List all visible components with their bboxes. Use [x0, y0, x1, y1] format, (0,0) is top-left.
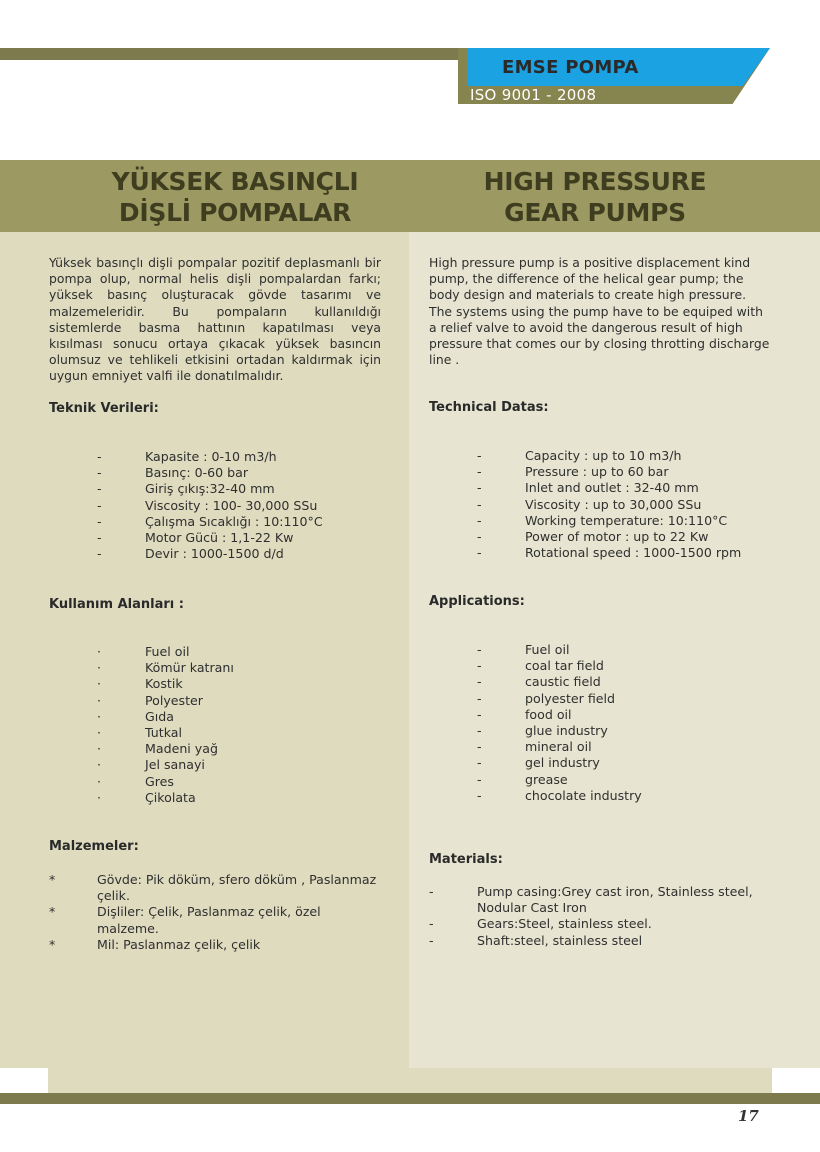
right-title-line1: HIGH PRESSURE: [483, 167, 707, 196]
left-title-line1: YÜKSEK BASINÇLI: [111, 167, 359, 196]
list-item: - Pump casing:Grey cast iron, Stainless steel, Nodular Cast Iron: [429, 884, 753, 916]
brand-name: EMSE POMPA: [502, 57, 639, 78]
list-item: - Kapasite : 0-10 m3/h: [97, 449, 277, 464]
list-item: - Viscosity : up to 30,000 SSu: [477, 496, 702, 512]
left-tech-list: [97, 449, 397, 562]
right-title-line2: GEAR PUMPS: [504, 198, 686, 227]
left-materials-list: [49, 872, 385, 953]
list-item: - coal tar field: [477, 658, 604, 674]
right-applications-heading: Applications:: [429, 594, 525, 609]
list-item: - grease: [477, 771, 568, 787]
right-tech-heading: Technical Datas:: [429, 400, 549, 415]
right-intro-text-1: High pressure pump is a positive displacement kind pump, the difference of the helical gear pump; the body design and materials to create high pressure.: [429, 255, 751, 303]
list-item: * Dişliler: Çelik, Paslanmaz çelik, özel malzeme.: [49, 904, 321, 936]
left-applications-list: [97, 644, 397, 806]
list-item: - Shaft:steel, stainless steel: [429, 932, 643, 948]
list-item: - Power of motor : up to 22 Kw: [477, 529, 709, 545]
list-item: - Giriş çıkış:32-40 mm: [97, 481, 275, 497]
header-bar: [0, 48, 500, 60]
left-applications-heading: Kullanım Alanları :: [49, 597, 184, 612]
list-item: - Rotational speed : 1000-1500 rpm: [477, 545, 742, 561]
page-number: 17: [738, 1107, 759, 1125]
list-item: · Tutkal: [97, 725, 182, 741]
list-item: · Fuel oil: [97, 644, 190, 659]
list-item: * Gövde: Pik döküm, sfero döküm , Paslanmaz çelik.: [49, 872, 377, 904]
list-item: - Working temperature: 10:110°C: [477, 512, 728, 528]
left-materials-heading: Malzemeler:: [49, 839, 139, 854]
footer-bar: [0, 1093, 820, 1104]
list-item: - Basınç: 0-60 bar: [97, 465, 249, 481]
right-tech-list: [477, 448, 797, 561]
list-item: - food oil: [477, 706, 572, 722]
list-item: - glue industry: [477, 723, 608, 739]
left-intro: [49, 255, 381, 385]
certification-label: ISO 9001 - 2008: [470, 86, 597, 104]
right-materials-list: [429, 884, 774, 949]
left-title-line2: DİŞLİ POMPALAR: [118, 198, 352, 227]
list-item: - Devir : 1000-1500 d/d: [97, 546, 284, 562]
list-item: - polyester field: [477, 690, 616, 706]
list-item: · Kostik: [97, 676, 183, 692]
list-item: - Capacity : up to 10 m3/h: [477, 448, 682, 463]
list-item: - gel industry: [477, 755, 600, 771]
list-item: · Jel sanayi: [97, 757, 205, 773]
list-item: · Kömür katranı: [97, 660, 234, 676]
list-item: · Polyester: [97, 692, 203, 708]
left-tech-heading: Teknik Verileri:: [49, 401, 159, 416]
right-materials-heading: Materials:: [429, 852, 503, 867]
right-intro-text-2: The systems using the pump have to be equiped with a relief valve to avoid the dangerous result of high pressure that comes our by closing throtting discharge line .: [429, 303, 770, 368]
list-item: · Çikolata: [97, 789, 196, 805]
footer-strip: [48, 1068, 772, 1093]
right-intro: [429, 255, 774, 368]
list-item: - Inlet and outlet : 32-40 mm: [477, 480, 699, 496]
list-item: · Gıda: [97, 708, 174, 724]
list-item: · Madeni yağ: [97, 741, 218, 757]
right-title: [380, 166, 810, 228]
list-item: - Pressure : up to 60 bar: [477, 464, 669, 480]
list-item: - Viscosity : 100- 30,000 SSu: [97, 497, 318, 513]
list-item: - Fuel oil: [477, 642, 570, 657]
list-item: - caustic field: [477, 674, 601, 690]
list-item: - mineral oil: [477, 739, 592, 755]
list-item: - Motor Gücü : 1,1-22 Kw: [97, 530, 294, 546]
list-item: - Gears:Steel, stainless steel.: [429, 916, 652, 932]
list-item: - Çalışma Sıcaklığı : 10:110°C: [97, 513, 323, 529]
right-applications-list: [477, 642, 797, 804]
list-item: · Gres: [97, 773, 174, 789]
list-item: * Mil: Paslanmaz çelik, çelik: [49, 936, 261, 952]
left-intro-text: Yüksek basınçlı dişli pompalar pozitif deplasmanlı bir pompa olup, normal helis dişli pompalardan farkı; yüksek basınç oluşturacak gövde tasarımı ve malzemeleridir. Bu pompaların kullanıldığı sistemlerde basma hattının kapatılması veya kısılması sonucu ortaya çıkacak yüksek basıncın olumsuz ve tehlikeli etkisini ortadan kaldırmak için uygun emniyet valfi ile donatılmalıdır.: [49, 255, 381, 384]
list-item: - chocolate industry: [477, 787, 642, 803]
